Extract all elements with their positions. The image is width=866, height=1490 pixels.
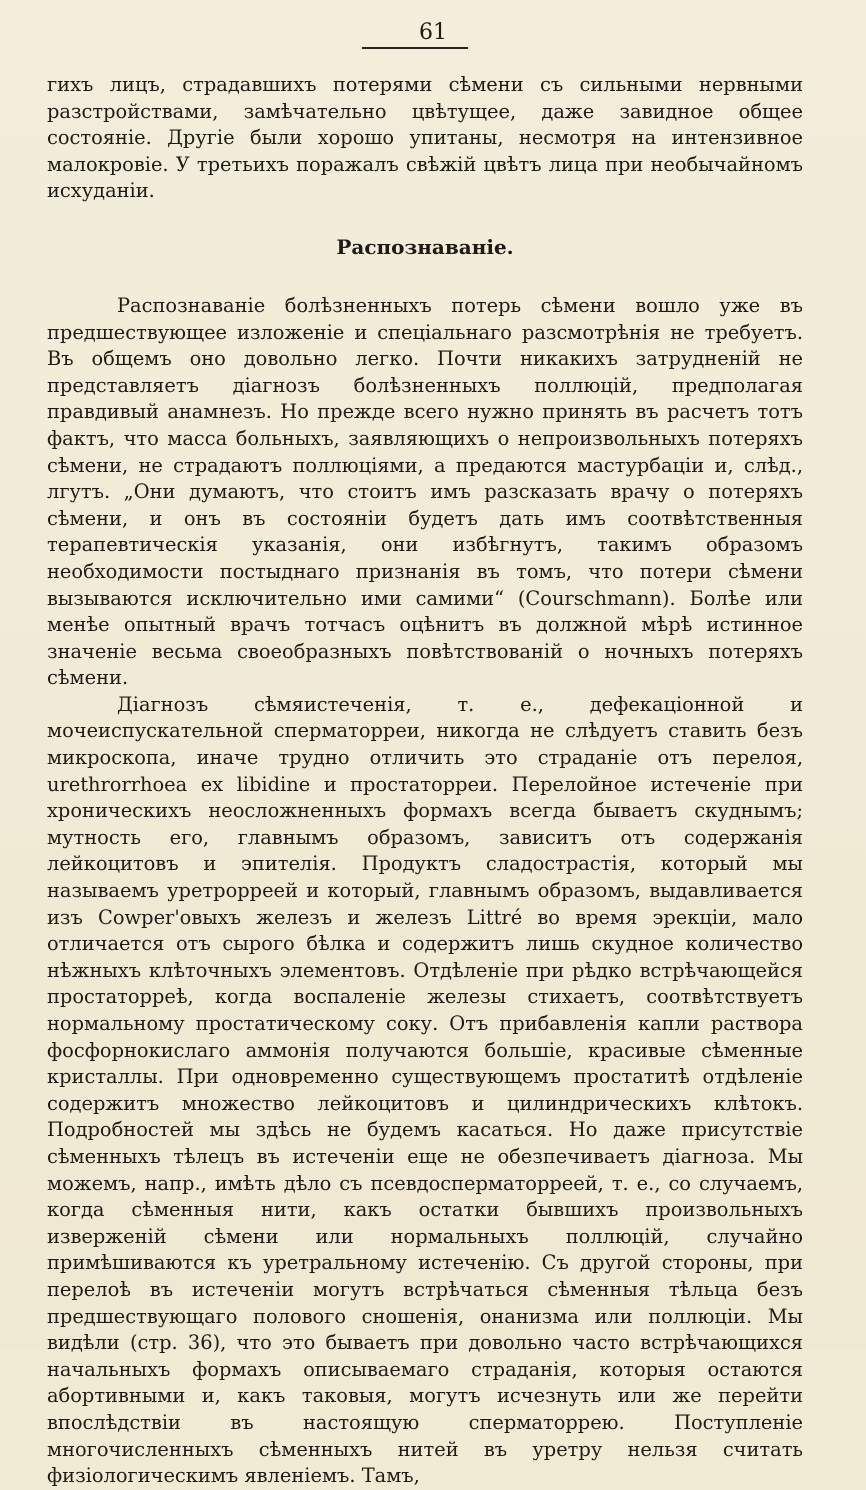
paragraph-diagnosis: Діагнозъ сѣмяистеченія, т. е., дефекаціонной и мочеиспускательной сперматорреи, никогда не слѣдуетъ ставить безъ микроскопа, иначе трудно отличить это страданіе отъ перелоя, urethrorrhoea ex libidine и простаторреи. Перелойное истеченіе при хроническихъ неосложненныхъ формахъ всегда бываетъ скуднымъ; мутность его, главнымъ образомъ, зависитъ отъ содержанія лейкоцитовъ и эпителія. Продуктъ сладострастія, который мы называемъ уретрорреей и который, главнымъ образомъ, выдавливается изъ Cowper'овыхъ железъ и железъ Littré во время эрекціи, мало отличается отъ сырого бѣлка и содержитъ лишь скудное количество нѣжныхъ клѣточныхъ элементовъ. Отдѣленіе при рѣдко встрѣчающейся простаторреѣ, когда воспаленіе железы стихаетъ, соотвѣтствуетъ нормальному простатическому соку. Отъ прибавленія капли раствора фосфорнокислаго аммонія получаются большіе, красивые сѣменные кристаллы. При одновременно существующемъ простатитѣ отдѣленіе содержитъ множество лейкоцитовъ и цилиндрическихъ клѣтокъ. Подробностей мы здѣсь не будемъ касаться. Но даже присутствіе сѣменныхъ тѣлецъ въ истеченіи еще не обезпечиваетъ діагноза. Мы можемъ, напр., имѣть дѣло съ псевдосперматорреей, т. е., со случаемъ, когда сѣменныя нити, какъ остатки бывшихъ произвольныхъ изверженій сѣмени или нормальныхъ поллюцій, случайно примѣшиваются къ уретральному истеченію. Съ другой стороны, при перелоѣ въ истеченіи могутъ встрѣчаться сѣменныя тѣльца безъ предшествующаго полового сношенія, онанизма или поллюціи. Мы видѣли (стр. 36), что это бываетъ при довольно часто встрѣчающихся начальныхъ формахъ описываемаго страданія, которыя остаются абортивными и, какъ таковыя, могутъ исчезнуть или же перейти впослѣдствіи въ настоящую сперматоррею. Поступленіе многочисленныхъ сѣменныхъ нитей въ уретру нельзя считать физіологическимъ явленіемъ. Тамъ,: [47, 692, 803, 1488]
intro-paragraph: гихъ лицъ, страдавшихъ потерями сѣмени съ сильными нервными разстройствами, замѣчательно цвѣтущее, даже завидное общее состояніе. Другіе были хорошо упитаны, несмотря на интензивное малокровіе. У третьихъ поражалъ свѣжій цвѣтъ лица при необычайномъ исхуданіи.: [47, 73, 803, 203]
header-rule: [362, 47, 468, 49]
section-heading: Распознаваніе.: [336, 234, 514, 259]
page-body: [47, 72, 803, 1490]
page-number: 61: [419, 20, 447, 45]
paragraph-recognition: Распознаваніе болѣзненныхъ потерь сѣмени вошло уже въ предшествующее изложеніе и спеціальнаго разсмотрѣнія не требуетъ. Въ общемъ оно довольно легко. Почти никакихъ затрудненій не представляетъ діагнозъ болѣзненныхъ поллюцій, предполагая правдивый анамнезъ. Но прежде всего нужно принять въ расчетъ тотъ фактъ, что масса больныхъ, заявляющихъ о непроизвольныхъ потеряхъ сѣмени, не страдаютъ поллюціями, а предаются мастурбаціи и, слѣд., лгутъ. „Они думаютъ, что стоитъ имъ разсказать врачу о потеряхъ сѣмени, и онъ въ состояніи будетъ дать имъ соотвѣтственныя терапевтическія указанія, они избѣгнутъ, такимъ образомъ необходимости постыднаго признанія въ томъ, что потери сѣмени вызываются исключительно ими самими“ (Courschmann). Болѣе или менѣе опытный врачъ тотчасъ оцѣнитъ въ должной мѣрѣ истинное значеніе весьма своеобразныхъ повѣтствованій о ночныхъ потеряхъ сѣмени.: [47, 293, 803, 690]
